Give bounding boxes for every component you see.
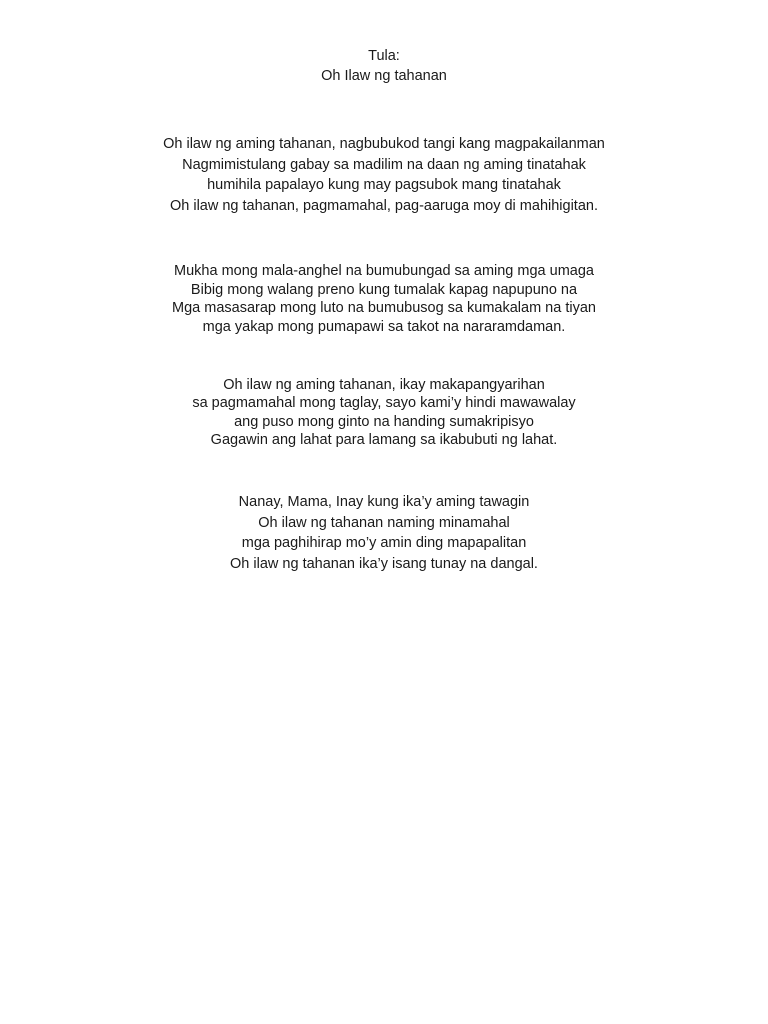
poem-line: mga paghihirap mo’y amin ding mapapalitan (241, 535, 527, 551)
poem-line: Nagmimistulang gabay sa madilim na daan ng aming tinatahak (182, 156, 586, 173)
stanza-1 (0, 134, 768, 216)
poem-line: Mga masasarap mong luto na bumubusog sa kumakalam na tiyan (172, 300, 596, 316)
poem-title: Oh Ilaw ng tahanan (321, 68, 447, 84)
poem-label: Tula: (368, 48, 400, 64)
poem-line: Oh ilaw ng aming tahanan, nagbubukod tangi kang magpakailanman (163, 136, 605, 152)
stanza-2 (0, 262, 768, 336)
poem-line: Oh ilaw ng tahanan, pagmamahal, pag-aaruga moy di mahihigitan. (169, 197, 598, 214)
poem-line: Mukha mong mala-anghel na bumubungad sa aming mga umaga (174, 263, 594, 279)
poem-line: Nanay, Mama, Inay kung ika’y aming tawagin (238, 494, 530, 510)
poem-line: Oh ilaw ng tahanan ika’y isang tunay na dangal. (230, 555, 538, 572)
poem-line: humihila papalayo kung may pagsubok mang tinatahak (207, 177, 561, 193)
poem-line: sa pagmamahal mong taglay, sayo kami’y hindi mawawalay (192, 395, 576, 412)
poem-line: Bibig mong walang preno kung tumalak kapag napupuno na (190, 281, 578, 298)
stanza-4 (0, 492, 768, 574)
poem-line: mga yakap mong pumapawi sa takot na nararamdaman. (202, 318, 566, 335)
poem-line: ang puso mong ginto na handing sumakripisyo (234, 413, 534, 430)
poem-header (0, 46, 768, 86)
stanza-3 (0, 376, 768, 449)
poem-line: Oh ilaw ng aming tahanan, ikay makapangyarihan (223, 377, 545, 393)
poem-line: Oh ilaw ng tahanan naming minamahal (258, 514, 510, 531)
poem-line: Gagawin ang lahat para lamang sa ikabubuti ng lahat. (210, 431, 558, 448)
